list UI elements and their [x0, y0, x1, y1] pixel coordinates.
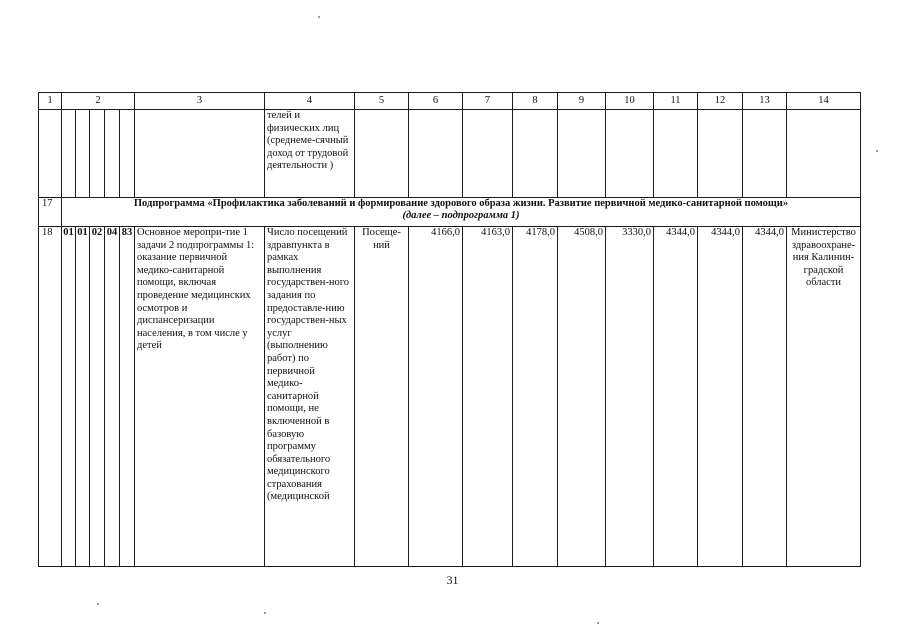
header-col-13: 13 — [743, 93, 787, 110]
data-row — [39, 227, 861, 567]
header-col-4: 4 — [265, 93, 355, 110]
cell — [654, 110, 698, 198]
cell — [39, 110, 62, 198]
subprogram-title-line2: (далее – подпрограмма 1) — [402, 210, 520, 221]
cell — [135, 110, 265, 198]
header-col-2: 2 — [62, 93, 135, 110]
value-cell: 4166,0 — [409, 227, 463, 567]
value-cell: 4178,0 — [513, 227, 558, 567]
header-col-1: 1 — [39, 93, 62, 110]
header-col-8: 8 — [513, 93, 558, 110]
value-cell: 4344,0 — [698, 227, 743, 567]
cell — [606, 110, 654, 198]
header-col-12: 12 — [698, 93, 743, 110]
code-cell: 04 — [105, 227, 120, 567]
header-col-9: 9 — [558, 93, 606, 110]
header-col-11: 11 — [654, 93, 698, 110]
scan-speck — [318, 16, 320, 18]
scan-speck — [876, 150, 878, 152]
cell — [355, 110, 409, 198]
subprogram-title-line1: Подпрограмма «Профилактика заболеваний и формирование здорового образа жизни. Развитие первичной медико-санитарной помощи» — [133, 198, 789, 209]
cell — [120, 110, 135, 198]
scan-speck — [264, 612, 266, 614]
code-cell: 02 — [90, 227, 105, 567]
cell — [90, 110, 105, 198]
header-col-6: 6 — [409, 93, 463, 110]
code-cell: 01 — [62, 227, 76, 567]
value-cell: 4344,0 — [743, 227, 787, 567]
header-col-3: 3 — [135, 93, 265, 110]
row-number: 17 — [39, 198, 62, 227]
cell — [743, 110, 787, 198]
cell — [62, 110, 76, 198]
cell — [463, 110, 513, 198]
cell — [409, 110, 463, 198]
value-cell: 3330,0 — [606, 227, 654, 567]
cell — [698, 110, 743, 198]
header-row — [39, 93, 861, 110]
header-col-10: 10 — [606, 93, 654, 110]
cell — [105, 110, 120, 198]
indicator-description: Число посещений здравпункта в рамках выполнения государствен-ного задания по предоставле-нию государствен-ных услуг (выполнению работ) по первичной медико-санитарной помощи, не включенной в базовую программу обязательного медицинского страхования (медицинской — [265, 227, 355, 567]
continuation-row — [39, 110, 861, 198]
cell — [787, 110, 861, 198]
scan-speck — [97, 603, 99, 605]
value-cell: 4163,0 — [463, 227, 513, 567]
indicator-text-continued: телей и физических лиц (среднеме-сячный доход от трудовой деятельности ) — [265, 110, 355, 198]
header-col-5: 5 — [355, 93, 409, 110]
header-col-7: 7 — [463, 93, 513, 110]
subprogram-row — [39, 198, 861, 227]
responsible-executor: Министерство здравоохране-ния Калинин-градской области — [787, 227, 861, 567]
cell — [513, 110, 558, 198]
budget-table — [38, 92, 861, 567]
cell — [76, 110, 90, 198]
scan-speck — [597, 622, 599, 624]
measure-description: Основное меропри-тие 1 задачи 2 подпрограммы 1: оказание первичной медико-санитарной помощи, включая проведение медицинских осмотров и диспансеризации населения, в том числе у детей — [135, 227, 265, 567]
code-cell: 83 — [120, 227, 135, 567]
code-cell: 01 — [76, 227, 90, 567]
value-cell: 4344,0 — [654, 227, 698, 567]
page-number: 31 — [446, 573, 459, 587]
header-col-14: 14 — [787, 93, 861, 110]
unit-cell: Посеще-ний — [355, 227, 409, 567]
subprogram-title — [62, 198, 861, 227]
cell — [558, 110, 606, 198]
value-cell: 4508,0 — [558, 227, 606, 567]
row-number: 18 — [39, 227, 62, 567]
